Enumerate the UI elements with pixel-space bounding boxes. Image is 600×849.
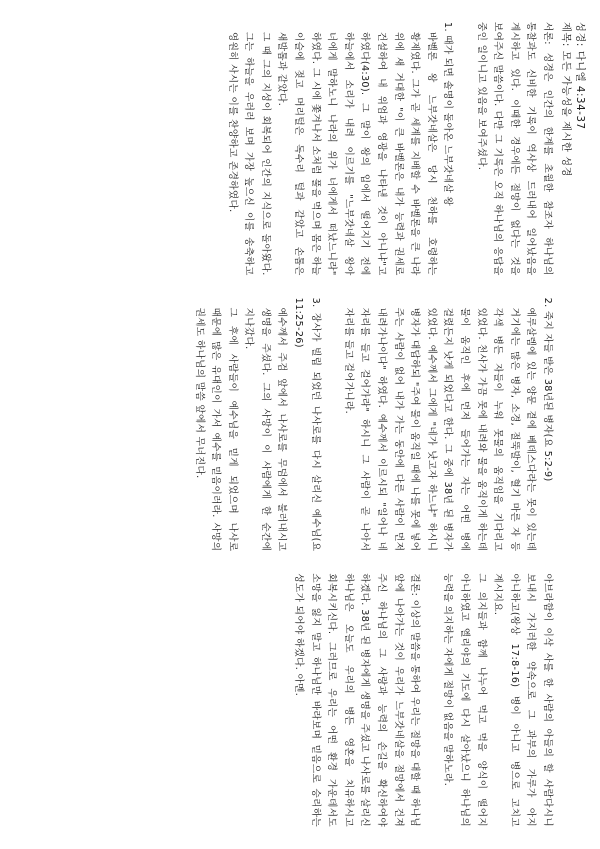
section-heading: 3. 장사가 빌립 되었던 나사로를 다시 살리신 예수님(요 11:25-26)	[293, 297, 321, 552]
text-column-1	[190, 22, 555, 276]
text-column-2	[190, 298, 555, 552]
conclusion-paragraph: 결론: 이상의 말씀을 통하여 우리는 절망을 대할 때 하나님 앞에 나아가는 것이 우리가 느부갓네살을 절망에서 건져 주신 하나님의 그 사랑과 능력의 손길을 확신하여야 하겠다. 38년 된 병자에게 생명을 주셨고 나사로를 살리신 하나님은 오늘도 우리의 병든 영혼을 치유하시고 회복시키신다. 그러므로 우리는 어떤 환경 가운데서도 소망을 잃지 말고 하나님만 바라보며 믿음으로 승리하는 성도가 되어야 하겠다. 아멘.	[293, 573, 421, 828]
paragraph: 그 의지들과 함께 나누어 먹고 먹을 양식이 떨어지 아니하였고 엘리야의 기도에 다시 살아났으니 하나님의 능력을 의지하는 자에게 절망이 없음을 말하노라.	[442, 573, 487, 828]
sermon-title: 제목: 모든 가능성을 제시한 성경	[560, 22, 571, 178]
paragraph: 아브라함이 이삭 사를 한 사람의 아들의 할 사람다시니 보내시 가지러한 약속으로 그 과부의 가루가 아지 아니하고(왕상 17:8-16) 병이 아니고 병으로 고치고 계시지요.	[492, 573, 553, 828]
paragraph: 바벨론 왕 느부갓네살은 당시 천하를 호령하는 황제였다. 그가 곧 세계를 지배할 수 바벨론을 큰 나라 위에 새 거대한 "이 큰 바벨론은 내가 능력과 권세로 건설하여 내 위엄과 영광을 나타낸 것이 아니냐"고 하였다(4:30). 그 말이 왕의 입에서 떨어지기 전에 하늘에서 소리가 내려 이르기를 "느부갓네살 왕아 너에게 말하노니 나라의 위가 너에게서 떠났느니라" 하였다. 그 시에 쫓겨나서 소처럼 풀을 먹으며 몸은 하늘 이슬에 젖고 머리털은 독수리 털과 같았고 손톱은 새발톱과 같았다.	[276, 32, 437, 276]
paragraph: 서론: 성경은 인간의 한계를 초월한 참조자 하나님의 통찰과도 신비한 기록이 역사상 드러내어 일어났음을 계시하고 있다. 이때한 경우에든 절망이 없다는 것을 보여주신 말씀이다. 다만 그 기록은 오직 하나님의 응답을 중인 일이니고 있음을 보여주셨다.	[475, 22, 553, 276]
paragraph: 예수께서 주검 앞에서 나사로를 무덤에서 불러내시고 생명을 주셨다. 그의 사망이 이 사람에게 한 순간에 지나갔다.	[243, 307, 288, 552]
paragraph: 그 때 그의 지성이 회복되어 인간의 지식으로 돌아왔다. 그는 하늘을 우러러 보며 가장 높으신 이를 송축하고 영원히 사시는 이를 찬양하고 존경하였다.	[226, 32, 271, 276]
section-heading: 2. 죽지 자들 받은 38년된 병자(요 5:2-9)	[542, 297, 553, 482]
text-column-3	[190, 573, 555, 827]
paragraph: 예루살렘에 있는 양문 곁에 베데스다라는 못이 있는데 거기에는 많은 병자, 소경, 절뚝발이, 혈기 마른 자 등 각색 병든 자들이 누워 못물의 움직임을 기다리고 있었다. 천사가 가끔 못에 내려와 물을 움직이게 하는데 물이 움직인 후에 먼저 들어가는 자는 어떤 병에 걸렸든지 낫게 되었다고 한다. 그 중에 38년 된 병자가 있었다. 예수께서 그에게 "네가 낫고자 하느냐" 하시니 병자가 대답하되 "주여 물이 움직일 때에 나를 못에 넣어 주는 사람이 없어 내가 가는 동안에 다른 사람이 먼저 내려가나이다" 하였다. 예수께서 이르시되 "일어나 네 자리를 들고 걸어가라" 하시니 그 사람이 곧 나아서 자리를 들고 걸어가니라.	[342, 307, 537, 552]
paragraph: 그 후에 사람들이 예수님을 믿게 되었으며 나사로 때문에 많은 유대인이 가서 예수를 믿음이러라. 사망의 권세도 하나님의 말씀 앞에서 무너진다.	[193, 307, 238, 552]
scripture-reference: 성경: 다니엘 4:34-37	[574, 22, 585, 130]
section-heading: 1. 때가 되면 솔명이 돌아온 느부갓네살 왕	[442, 22, 454, 207]
text-columns	[190, 22, 555, 827]
page-header	[558, 22, 586, 827]
